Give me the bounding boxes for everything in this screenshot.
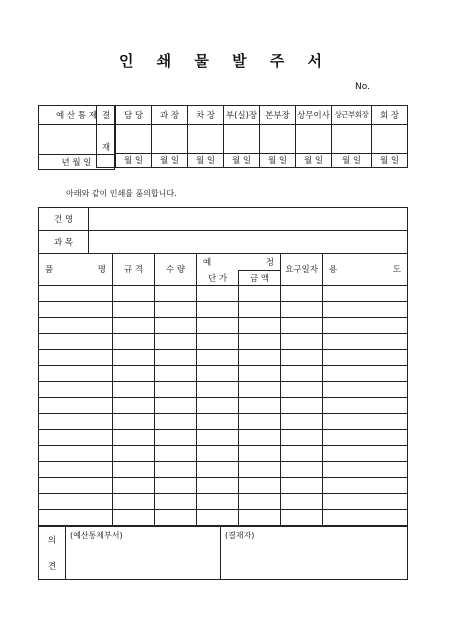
- spec-cell[interactable]: [113, 397, 155, 413]
- unit-price-cell[interactable]: [197, 317, 239, 333]
- amount-cell[interactable]: [239, 461, 281, 477]
- spec-cell[interactable]: [113, 333, 155, 349]
- approval-role-staff: 담 당: [116, 106, 152, 125]
- approval-sign-cell[interactable]: [260, 124, 296, 153]
- item-name-cell[interactable]: [39, 493, 113, 509]
- item-row: [39, 429, 408, 445]
- quantity-cell[interactable]: [155, 493, 197, 509]
- document-title: 인 쇄 물 발 주 서: [118, 52, 332, 70]
- due-date-cell[interactable]: [281, 429, 323, 445]
- item-row: [39, 509, 408, 525]
- unit-price-cell[interactable]: [197, 445, 239, 461]
- unit-price-cell[interactable]: [197, 397, 239, 413]
- amount-cell[interactable]: [239, 397, 281, 413]
- approval-date: 월 일: [260, 153, 296, 168]
- purpose-header-text: 용 도: [329, 265, 401, 276]
- item-row: [39, 333, 408, 349]
- spec-cell[interactable]: [113, 381, 155, 397]
- purpose-cell[interactable]: [323, 365, 408, 381]
- item-row: [39, 477, 408, 493]
- approval-sign-cell[interactable]: [152, 124, 188, 153]
- subject-label: 건 명: [39, 208, 89, 231]
- spec-header: 규 격: [113, 254, 155, 286]
- quantity-cell[interactable]: [155, 301, 197, 317]
- approval-side-spacer: [97, 153, 116, 168]
- spec-cell[interactable]: [113, 445, 155, 461]
- item-row: [39, 397, 408, 413]
- amount-header: 금 액: [239, 271, 281, 286]
- item-name-cell[interactable]: [39, 397, 113, 413]
- opinion-label-top: 의: [47, 536, 57, 546]
- item-name-cell[interactable]: [39, 461, 113, 477]
- item-name-cell[interactable]: [39, 509, 113, 525]
- amount-cell[interactable]: [239, 301, 281, 317]
- amount-cell[interactable]: [239, 445, 281, 461]
- spec-cell[interactable]: [113, 349, 155, 365]
- unit-price-cell[interactable]: [197, 301, 239, 317]
- unit-price-cell[interactable]: [197, 365, 239, 381]
- due-date-cell[interactable]: [281, 461, 323, 477]
- approval-date: 월 일: [332, 153, 372, 168]
- account-label: 과 목: [39, 231, 89, 254]
- approval-sign-cell[interactable]: [372, 124, 408, 153]
- budget-header-text: 예 정: [203, 258, 274, 268]
- approval-date: 월 일: [296, 153, 332, 168]
- approval-date: 월 일: [116, 153, 152, 168]
- amount-cell[interactable]: [239, 381, 281, 397]
- purpose-cell[interactable]: [323, 397, 408, 413]
- item-row: [39, 413, 408, 429]
- due-date-cell[interactable]: [281, 477, 323, 493]
- amount-cell[interactable]: [239, 429, 281, 445]
- quantity-cell[interactable]: [155, 397, 197, 413]
- due-date-cell[interactable]: [281, 397, 323, 413]
- amount-cell[interactable]: [239, 413, 281, 429]
- item-row: [39, 445, 408, 461]
- approval-role-hq-head: 본부장: [260, 106, 296, 125]
- purpose-header: [323, 254, 408, 286]
- amount-cell[interactable]: [239, 477, 281, 493]
- due-date-cell[interactable]: [281, 333, 323, 349]
- spec-cell[interactable]: [113, 301, 155, 317]
- account-field[interactable]: [89, 231, 408, 254]
- purpose-cell[interactable]: [323, 493, 408, 509]
- purpose-cell[interactable]: [323, 445, 408, 461]
- amount-cell[interactable]: [239, 349, 281, 365]
- amount-cell[interactable]: [239, 333, 281, 349]
- budget-control-header: 예 산 통 제: [39, 106, 115, 125]
- spec-cell[interactable]: [113, 317, 155, 333]
- unit-price-cell[interactable]: [197, 509, 239, 525]
- request-note: 아래와 같이 인쇄를 품의합니다.: [66, 189, 177, 198]
- purpose-cell[interactable]: [323, 413, 408, 429]
- approval-role-dept-head: 부(실)장: [224, 106, 260, 125]
- item-name-cell[interactable]: [39, 333, 113, 349]
- quantity-cell[interactable]: [155, 413, 197, 429]
- purpose-cell[interactable]: [323, 285, 408, 301]
- due-date-cell[interactable]: [281, 365, 323, 381]
- item-row: [39, 365, 408, 381]
- purpose-cell[interactable]: [323, 477, 408, 493]
- approval-date: 월 일: [372, 153, 408, 168]
- budget-control-date: 년 월 일: [39, 155, 115, 170]
- item-name-cell[interactable]: [39, 381, 113, 397]
- amount-cell[interactable]: [239, 493, 281, 509]
- item-name-header: [39, 254, 113, 286]
- spec-cell[interactable]: [113, 413, 155, 429]
- quantity-cell[interactable]: [155, 461, 197, 477]
- due-date-cell[interactable]: [281, 445, 323, 461]
- unit-price-cell[interactable]: [197, 461, 239, 477]
- quantity-cell[interactable]: [155, 477, 197, 493]
- spec-cell[interactable]: [113, 285, 155, 301]
- spec-cell[interactable]: [113, 509, 155, 525]
- document-number-label: No.: [355, 82, 370, 92]
- due-date-cell[interactable]: [281, 493, 323, 509]
- approval-sign-cell[interactable]: [224, 124, 260, 153]
- opinion-label-bottom: 견: [47, 562, 57, 572]
- amount-cell[interactable]: [239, 317, 281, 333]
- item-name-cell[interactable]: [39, 301, 113, 317]
- approval-sign-cell[interactable]: [116, 124, 152, 153]
- item-name-cell[interactable]: [39, 445, 113, 461]
- purpose-cell[interactable]: [323, 349, 408, 365]
- approval-side-label-top: 결: [97, 106, 116, 125]
- spec-cell[interactable]: [113, 477, 155, 493]
- purpose-cell[interactable]: [323, 461, 408, 477]
- approval-sign-cell[interactable]: [332, 124, 372, 153]
- item-name-cell[interactable]: [39, 477, 113, 493]
- unit-price-cell[interactable]: [197, 349, 239, 365]
- approver-opinion-field[interactable]: (결재자): [221, 527, 408, 580]
- item-row: [39, 461, 408, 477]
- approval-date: 월 일: [188, 153, 224, 168]
- unit-price-cell[interactable]: [197, 333, 239, 349]
- opinion-label: [39, 527, 66, 580]
- approval-sign-cell[interactable]: [296, 124, 332, 153]
- quantity-cell[interactable]: [155, 509, 197, 525]
- item-row: [39, 493, 408, 509]
- unit-price-cell[interactable]: [197, 285, 239, 301]
- budget-dept-opinion-field[interactable]: (예산통제부서): [66, 527, 221, 580]
- quantity-cell[interactable]: [155, 429, 197, 445]
- approval-role-section-chief: 과 장: [152, 106, 188, 125]
- approval-date: 월 일: [224, 153, 260, 168]
- due-date-cell[interactable]: [281, 301, 323, 317]
- spec-cell[interactable]: [113, 461, 155, 477]
- approval-role-vice-chair: 상근부회장: [332, 106, 372, 125]
- amount-cell[interactable]: [239, 285, 281, 301]
- approval-role-deputy: 차 장: [188, 106, 224, 125]
- spec-cell[interactable]: [113, 365, 155, 381]
- quantity-cell[interactable]: [155, 285, 197, 301]
- unit-price-cell[interactable]: [197, 477, 239, 493]
- due-date-cell[interactable]: [281, 381, 323, 397]
- item-name-cell[interactable]: [39, 349, 113, 365]
- purpose-cell[interactable]: [323, 381, 408, 397]
- item-name-header-text: 품 명: [45, 265, 106, 276]
- quantity-cell[interactable]: [155, 445, 197, 461]
- approval-sign-cell[interactable]: [188, 124, 224, 153]
- purpose-cell[interactable]: [323, 333, 408, 349]
- purpose-cell[interactable]: [323, 301, 408, 317]
- approval-box: [96, 105, 408, 168]
- unit-price-cell[interactable]: [197, 429, 239, 445]
- item-row: [39, 285, 408, 301]
- approval-date: 월 일: [152, 153, 188, 168]
- spec-cell[interactable]: [113, 493, 155, 509]
- item-row: [39, 317, 408, 333]
- item-name-cell[interactable]: [39, 317, 113, 333]
- quantity-cell[interactable]: [155, 317, 197, 333]
- quantity-cell[interactable]: [155, 333, 197, 349]
- item-row: [39, 381, 408, 397]
- approval-role-chairman: 회 장: [372, 106, 408, 125]
- item-name-cell[interactable]: [39, 365, 113, 381]
- item-name-cell[interactable]: [39, 285, 113, 301]
- due-date-cell[interactable]: [281, 349, 323, 365]
- unit-price-header: 단 가: [197, 271, 239, 286]
- purpose-cell[interactable]: [323, 317, 408, 333]
- due-date-cell[interactable]: [281, 317, 323, 333]
- approval-side-label-bottom: 재: [97, 124, 116, 153]
- item-name-cell[interactable]: [39, 413, 113, 429]
- unit-price-cell[interactable]: [197, 381, 239, 397]
- subject-field[interactable]: [89, 208, 408, 231]
- purpose-cell[interactable]: [323, 429, 408, 445]
- opinion-table: [38, 526, 408, 580]
- quantity-cell[interactable]: [155, 349, 197, 365]
- due-date-cell[interactable]: [281, 413, 323, 429]
- quantity-cell[interactable]: [155, 365, 197, 381]
- unit-price-cell[interactable]: [197, 413, 239, 429]
- amount-cell[interactable]: [239, 365, 281, 381]
- due-date-cell[interactable]: [281, 285, 323, 301]
- item-row: [39, 349, 408, 365]
- unit-price-cell[interactable]: [197, 493, 239, 509]
- due-date-header: 요구일자: [281, 254, 323, 286]
- spec-cell[interactable]: [113, 429, 155, 445]
- order-form-table: [38, 207, 408, 526]
- purpose-cell[interactable]: [323, 509, 408, 525]
- amount-cell[interactable]: [239, 509, 281, 525]
- quantity-cell[interactable]: [155, 381, 197, 397]
- approval-role-managing-director: 상무이사: [296, 106, 332, 125]
- item-name-cell[interactable]: [39, 429, 113, 445]
- budget-header: [197, 254, 281, 271]
- quantity-header: 수 량: [155, 254, 197, 286]
- item-row: [39, 301, 408, 317]
- due-date-cell[interactable]: [281, 509, 323, 525]
